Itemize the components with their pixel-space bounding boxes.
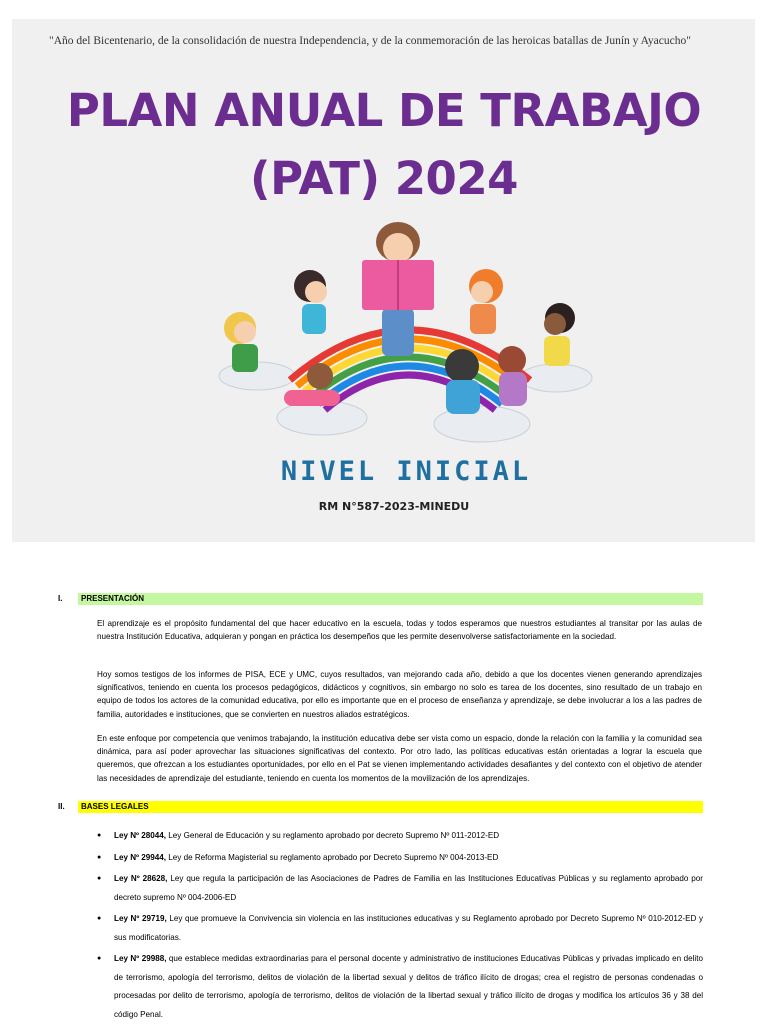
section-title: PRESENTACIÓN [78,593,703,605]
law-description: que establece medidas extraordinarias para el personal docente y administrativo de instituciones Educativas Públicas y privadas implicado en delito de terrorismo, apología del terrorismo, delitos de violación de la libertad sexual y delitos de tráfico ilícito de drogas; crea el registro de personas condenadas o procesadas por delito de terrorismo, apología de terrorismo, delitos de violación de la libertad sexual y tráfico ilícito de drogas y modifica los artículos 36 y 38 del código Penal. [114,954,703,1019]
legal-bases-list [97,827,703,1027]
child-yellow-hair [224,312,258,372]
presentation-paragraph-3: En este enfoque por competencia que venimos trabajando, la institución educativa debe ser vista como un espacio, donde la relación con la familia y la comunidad sea dinámica, para así poder aprovechar las situaciones significativas del contexto. Por otro lado, las políticas educativas están orientadas a lograr la escuela que queremos, que ofrezcan a los estudiantes oportunidades, por ello en el Pat se vienen implementando actividades desafiantes y del contexto con el objetivo de atender las necesidades de aprendizaje del estudiante, teniendo en cuenta los momentos de la movilización de los aprendizajes. [97,734,702,783]
law-description: Ley General de Educación y su reglamento aprobado por decreto Supremo Nº 011-2012-ED [166,831,500,840]
law-number: Ley Nº 28628, [114,874,168,883]
child-dark-hair-left [294,270,327,334]
child-dark-skin [544,303,575,366]
list-item [97,849,703,868]
child-back-blue [445,349,480,414]
teacher-reading-to-children-illustration [212,220,602,456]
document-title-line-2: (PAT) 2024 [250,152,518,205]
section-number: I. [58,594,63,603]
list-item [97,910,703,947]
section-heading-presentacion [55,593,703,605]
child-red-hair [469,269,503,334]
section-title: BASES LEGALES [78,801,703,813]
list-item [97,870,703,907]
official-year-motto: "Año del Bicentenario, de la consolidación de nuestra Independencia, y de la conmemoración de las heroicas batallas de Junín y Ayacucho" [49,35,691,47]
law-number: Ley Nº 29944, [114,852,167,862]
section-number: II. [58,802,65,811]
law-number: Ley Nº 29719, [114,914,167,923]
presentation-paragraph-1: El aprendizaje es el propósito fundamental del que hacer educativo en la escuela, todas y todos esperamos que nuestros estudiantes al transitar por las aulas de nuestra Institución Educativa, adquieran y pongan en práctica los desempeños que les permite desenvolverse satisfactoriamente en la sociedad. [97,619,702,642]
education-level-heading: NIVEL INICIAL [280,456,532,487]
law-description: Ley que promueve la Convivencia sin violencia en las instituciones educativas y su Reglamento aprobado por Decreto Supremo Nº 010-2012-ED y sus modificatorias. [114,914,703,942]
list-item [97,950,703,1024]
document-title-line-1: PLAN ANUAL DE TRABAJO [66,84,702,137]
law-number: Ley Nº 29988, [114,954,167,963]
ministerial-resolution: RM N°587-2023-MINEDU [318,500,470,513]
list-item [97,827,703,846]
law-description: Ley que regula la participación de las Asociaciones de Padres de Familia en las Instituciones Educativas Públicas y su reglamento aprobado por decreto supremo Nº 004-2006-ED [114,874,703,902]
section-heading-bases-legales [55,801,703,813]
child-back-purple [498,346,527,406]
law-number: Ley Nº 28044, [114,831,167,840]
presentation-paragraph-2: Hoy somos testigos de los informes de PISA, ECE y UMC, cuyos resultados, van mejorando cada año, debido a que los docentes vienen generando aprendizajes significativos, teniendo en cuenta los procesos pedagógicos, didácticos y cognitivos, sin embargo no solo es tarea de los docentes, sino resultado de un trabajo en equipo de todos los actores de la comunidad educativa, por ello es importante que en el proceso de enseñanza y aprendizaje, se debe involucrar a los a las padres de familia, autoridades e instituciones, que se convierten en nuestros aliados estratégicos. [97,670,702,719]
law-description: Ley de Reforma Magisterial su reglamento aprobado por Decreto Supremo Nº 004-2013-ED [166,852,499,862]
